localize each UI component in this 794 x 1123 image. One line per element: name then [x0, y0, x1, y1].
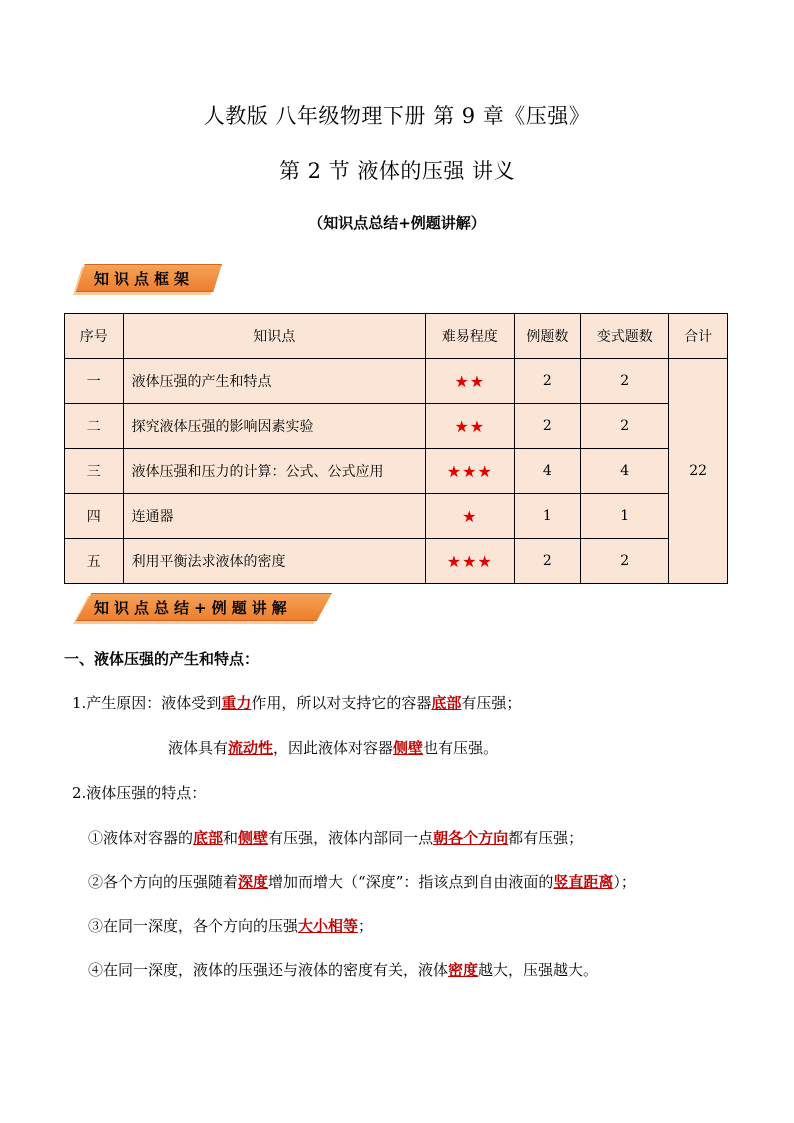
- variant-count: 1: [581, 494, 669, 539]
- table-row: [65, 539, 728, 584]
- text-run: 越大，压强越大。: [478, 961, 599, 979]
- header-cell: 合计: [669, 314, 728, 359]
- paragraph-cause: [72, 692, 521, 713]
- difficulty-stars: ★★★: [425, 539, 514, 584]
- key-term: 深度: [238, 873, 269, 891]
- text-run: 有压强，液体内部同一点: [268, 829, 434, 847]
- text-run: ③在同一深度，各个方向的压强: [88, 917, 299, 935]
- section-title: 第 2 节 液体的压强 讲义: [278, 159, 516, 183]
- paragraph-features-heading: 2.液体压强的特点：: [72, 784, 207, 802]
- summary-banner-label: 知识点总结+例题讲解: [94, 598, 292, 617]
- feature-item-1: [88, 827, 583, 848]
- framework-banner: [76, 264, 222, 292]
- variant-count: 2: [581, 539, 669, 584]
- framework-banner-label: 知识点框架: [94, 269, 195, 288]
- topic-cell: 利用平衡法求液体的密度: [123, 539, 425, 584]
- row-number: 三: [65, 449, 124, 494]
- topic-cell: 连通器: [123, 494, 425, 539]
- key-term: 重力: [221, 694, 252, 712]
- key-term: 朝各个方向: [433, 829, 509, 847]
- text-run: 液体具有: [168, 739, 229, 757]
- difficulty-stars: ★★★: [425, 449, 514, 494]
- topic-cell: 液体压强和压力的计算：公式、公式应用: [123, 449, 425, 494]
- text-run: 有压强；: [461, 694, 522, 712]
- topic-cell: 液体压强的产生和特点: [123, 359, 425, 404]
- table-row: [65, 404, 728, 449]
- header-cell: 序号: [65, 314, 124, 359]
- text-run: 1.产生原因：液体受到: [72, 694, 222, 712]
- summary-banner: [76, 593, 332, 621]
- variant-count: 2: [581, 359, 669, 404]
- table-row: [65, 359, 728, 404]
- row-number: 四: [65, 494, 124, 539]
- row-number: 五: [65, 539, 124, 584]
- example-count: 1: [514, 494, 581, 539]
- difficulty-stars: ★★: [425, 359, 514, 404]
- document-subtitle: （知识点总结+例题讲解）: [308, 214, 486, 232]
- key-term: 侧壁: [393, 739, 424, 757]
- text-run: 和: [223, 829, 239, 847]
- example-count: 4: [514, 449, 581, 494]
- header-cell: 知识点: [123, 314, 425, 359]
- key-term: 侧壁: [238, 829, 269, 847]
- feature-item-4: [88, 959, 598, 980]
- row-number: 二: [65, 404, 124, 449]
- difficulty-stars: ★: [425, 494, 514, 539]
- total-cell: 22: [669, 359, 728, 584]
- text-run: ④在同一深度，液体的压强还与液体的密度有关，液体: [88, 961, 449, 979]
- text-run: ，因此液体对容器: [273, 739, 394, 757]
- header-cell: 难易程度: [425, 314, 514, 359]
- key-term: 底部: [193, 829, 224, 847]
- text-run: ）；: [613, 873, 636, 891]
- paragraph-fluidity: [168, 737, 498, 758]
- text-run: 都有压强；: [508, 829, 584, 847]
- key-term: 流动性: [228, 739, 274, 757]
- example-count: 2: [514, 359, 581, 404]
- header-cell: 变式题数: [581, 314, 669, 359]
- example-count: 2: [514, 404, 581, 449]
- text-run: 作用，所以对支持它的容器: [251, 694, 432, 712]
- table-row: [65, 494, 728, 539]
- table-header-row: [65, 314, 728, 359]
- text-run: 也有压强。: [423, 739, 499, 757]
- text-run: ①液体对容器的: [88, 829, 194, 847]
- section-heading: 一、液体压强的产生和特点：: [64, 650, 260, 668]
- key-term: 大小相等: [298, 917, 359, 935]
- knowledge-framework-table: [64, 313, 728, 584]
- key-term: 密度: [448, 961, 479, 979]
- key-term: 竖直距离: [553, 873, 614, 891]
- feature-item-3: [88, 915, 373, 936]
- table-row: [65, 449, 728, 494]
- key-term: 底部: [431, 694, 462, 712]
- example-count: 2: [514, 539, 581, 584]
- feature-item-2: [88, 871, 636, 892]
- variant-count: 4: [581, 449, 669, 494]
- variant-count: 2: [581, 404, 669, 449]
- text-run: ；: [358, 917, 374, 935]
- row-number: 一: [65, 359, 124, 404]
- text-run: 增加而增大（“深度”：指该点到自由液面的: [268, 873, 554, 891]
- header-cell: 例题数: [514, 314, 581, 359]
- text-run: ②各个方向的压强随着: [88, 873, 239, 891]
- topic-cell: 探究液体压强的影响因素实验: [123, 404, 425, 449]
- difficulty-stars: ★★: [425, 404, 514, 449]
- document-title: 人教版 八年级物理下册 第 9 章《压强》: [203, 104, 591, 128]
